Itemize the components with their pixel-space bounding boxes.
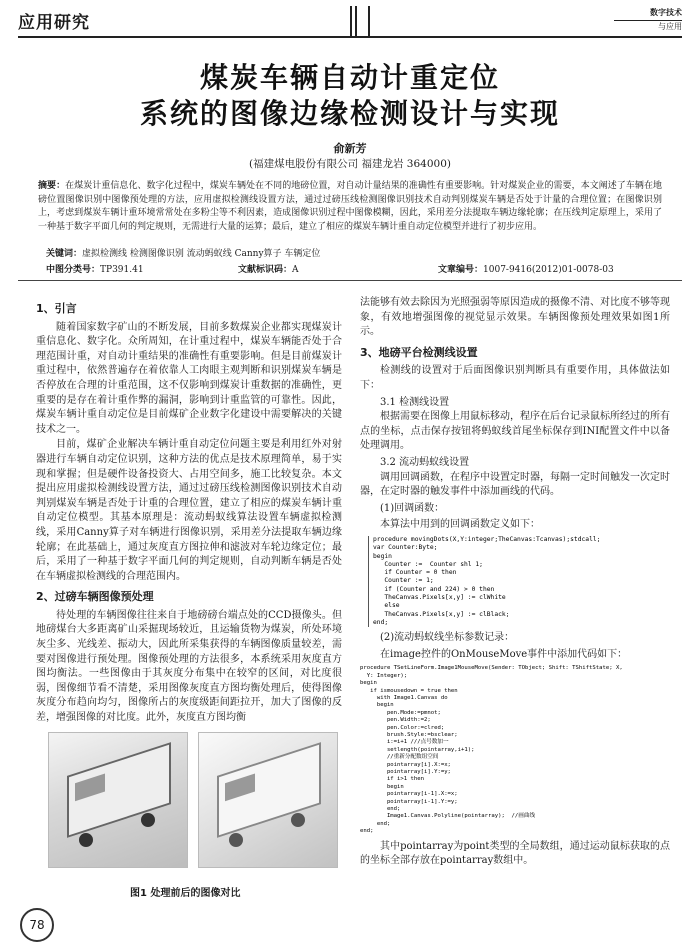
journal-logo-line2: 与应用 — [614, 20, 682, 32]
articleno-label: 文章编号： — [438, 265, 484, 275]
figure-image-before — [48, 732, 188, 868]
paragraph: 法能够有效去除因为光照强弱等原因造成的摄像不清、对比度不够等现象，有效地增强图像的视觉显示效果。车辆图像预处理效果如图1所示。 — [360, 297, 670, 338]
affiliation: (福建煤电股份有限公司 福建龙岩 364000) — [249, 158, 451, 170]
figure-caption: 图1 处理前后的图像对比 — [130, 888, 241, 899]
page-number: 78 — [20, 908, 54, 942]
code-block-mousemove: procedure TSetLineForm.Image1MouseMove(Sender: TObject; Shift: TShiftState; X, Y: Integer); begin if ismousedown = true then with Image1.Canvas do begin pen.Mode:=pmnot; pen.Width:=2; pen.Color:=clred; brush.Style:=bsclear; i:=i+1 ///点号数加一 setlength(pointarray,i+1); //重新分配数组空间 pointarray[i].X:=x; pointarray[i].Y:=y; if i>1 then begin pointarray[i-1].X:=x; pointarray[i-1].Y:=y; end; Image1.Canvas.Polyline(pointarray); //画曲线 end; end; — [360, 665, 623, 835]
section-label: 应用研究 — [18, 13, 90, 33]
paragraph: 其中pointarray为point类型的全局数组，通过运动鼠标获取的点的坐标全部存放在pointarray数组中。 — [360, 840, 670, 867]
subheading-3-2: 3.2 流动蚂蚁线设置 — [380, 456, 470, 468]
title-line-2: 系统的图像边缘检测设计与实现 — [139, 97, 560, 130]
page-header — [18, 6, 682, 36]
doccode-value: A — [292, 265, 299, 275]
keywords-text: 虚拟检测线 检测图像识别 流动蚂蚁线 Canny算子 车辆定位 — [82, 249, 321, 259]
figure-1 — [48, 732, 338, 872]
classification-line — [46, 262, 662, 275]
paragraph: 在image控件的OnMouseMove事件中添加代码如下： — [380, 648, 628, 660]
abstract — [38, 180, 662, 234]
journal-logo-line1: 数字技术 — [650, 8, 682, 17]
abstract-label: 摘要： — [38, 181, 66, 191]
paragraph: 本算法中用到的回调函数定义如下： — [380, 519, 540, 531]
heading-intro: 1、引言 — [36, 302, 77, 315]
abstract-text: 在煤炭计重信息化、数字化过程中，煤炭车辆处在不同的地磅位置，对自动计量结果的准确性有重要影响。针对煤炭企业的需要，本文阐述了车辆在地磅位置图像识别中图像预处理的方法，应用虚拟检测线设置方法，通过过磅压线检测图像识别技术自动判别煤炭车辆是否处于计量的合理位置；在图像识别上，考虑到煤炭车辆计重环境常常处在多粉尘等不利因素，造成图像识别过程中图像模糊，因此，采用差分法提取车辆边缘轮廓；在压线判定原理上，采用了一种基于数字平面几何的判定规则，无需进行大量的运算；最后，建立了相应的煤炭车辆计重自动定位模型并进行了初步应用。 — [38, 181, 662, 232]
journal-logo — [614, 8, 682, 36]
right-column — [360, 296, 670, 870]
paragraph: 根据需要在图像上用鼠标移动，程序在后台记录鼠标所经过的所有点的坐标，点击保存按钮将蚂蚁线首尾坐标保存到INI配置文件中以备处理调用。 — [360, 411, 670, 452]
paragraph: 调用回调函数，在程序中设置定时器，每隔一定时间触发一次定时器，在定时器的触发事件中添加画线的代码。 — [360, 471, 670, 498]
header-rule — [18, 36, 682, 38]
keywords — [46, 246, 662, 259]
header-divider-bars — [346, 6, 376, 36]
section-rule — [18, 280, 682, 281]
paragraph: 目前，煤矿企业解决车辆计重自动定位问题主要是利用红外对射器进行车辆自动定位识别，这种方法的优点是技术原理简单，易于实现和掌握；但是硬件设备投资大、占用空间多，施工比较复杂。本文提出应用虚拟检测线设置方法，通过过磅压线检测图像识别技术自动判别煤炭车辆是否处于计重的合理位置，建立了相应的煤炭车辆计重自动定位模型。其基本原理是：流动蚂蚁线算法设置车辆虚拟检测线，采用Canny算子对车辆进行图像识别，采用差分法提取车辆边缘轮廓；在此基础上，通过灰度直方图拉伸和滤波对车轮边缘定位；最后，采用了一种基于数字平面几何的判定规则，自动判断车辆是否处在车辆虚拟检测线的合理范围内。 — [36, 439, 342, 582]
subheading-3-1: 3.1 检测线设置 — [380, 396, 450, 408]
title-line-1: 煤炭车辆自动计重定位 — [199, 61, 500, 94]
author: 俞新芳 — [333, 142, 367, 155]
articleno-value: 1007-9416(2012)01-0078-03 — [483, 265, 614, 275]
left-column — [36, 296, 342, 727]
subheading-callback: (1)回调函数： — [380, 502, 445, 514]
heading-detection-line: 3、地磅平台检测线设置 — [360, 345, 478, 359]
heading-preprocessing: 2、过磅车辆图像预处理 — [36, 590, 154, 604]
subheading-mouse-record: (2)流动蚂蚁线坐标参数记录： — [380, 632, 515, 644]
paragraph: 检测线的设置对于后面图像识别判断具有重要作用，具体做法如下： — [360, 365, 670, 391]
cls-value: TP391.41 — [100, 265, 144, 275]
figure-image-after — [198, 732, 338, 868]
doccode-label: 文献标识码： — [238, 265, 293, 275]
paragraph: 待处理的车辆图像往往来自于地磅磅台端点处的CCD摄像头。但地磅煤台大多距离矿山采掘现场较近，且运输货物为煤炭，所处环境灰尘多、光线差、振动大，因此所采集获得的车辆图像质量较差，需要对图像进行预处理。图像预处理的方法很多，本系统采用灰度直方图均衡法。一些图像由于其灰度分布集中在较窄的区间，对比度很弱，图像细节看不清楚，采用图像灰度直方图均衡处理后，使得图像灰度分布趋向均匀，图像所占的灰度级距间距拉开，加大了图像的反差，增强图像的对比度。此外，灰度直方图均衡 — [36, 609, 342, 724]
keywords-label: 关键词： — [46, 249, 83, 259]
cls-label: 中图分类号： — [46, 265, 101, 275]
code-block-callback: procedure movingDots(X,Y:integer;TheCanvas:Tcanvas);stdcall; var Counter:Byte; begin Counter := Counter shl 1; if Counter = 0 then Counter := 1; if (Counter and 224) > 0 then TheCanvas.Pixels[x,y] := clWhite else TheCanvas.Pixels[x,y] := clBlack; end; — [368, 536, 670, 627]
paragraph: 随着国家数字矿山的不断发展，目前多数煤炭企业都实现煤炭计重信息化、数字化。众所周知，在计重过程中，煤炭车辆能否处于合理范围计重，对自动计重结果的准确性有重要影响。但是目前煤炭计重过程中，依然普遍存在着依靠人工肉眼主观判断和识别煤炭车辆是否停放在合理的计重范围，这不仅影响到煤炭计重数据的准确性，更重要的是存在着计重作弊的漏洞，影响到计重监管的可靠性。因此，煤炭车辆计重自动定位是目前煤矿企业数字化建设中需要解决的关键技术之一。 — [36, 321, 342, 435]
